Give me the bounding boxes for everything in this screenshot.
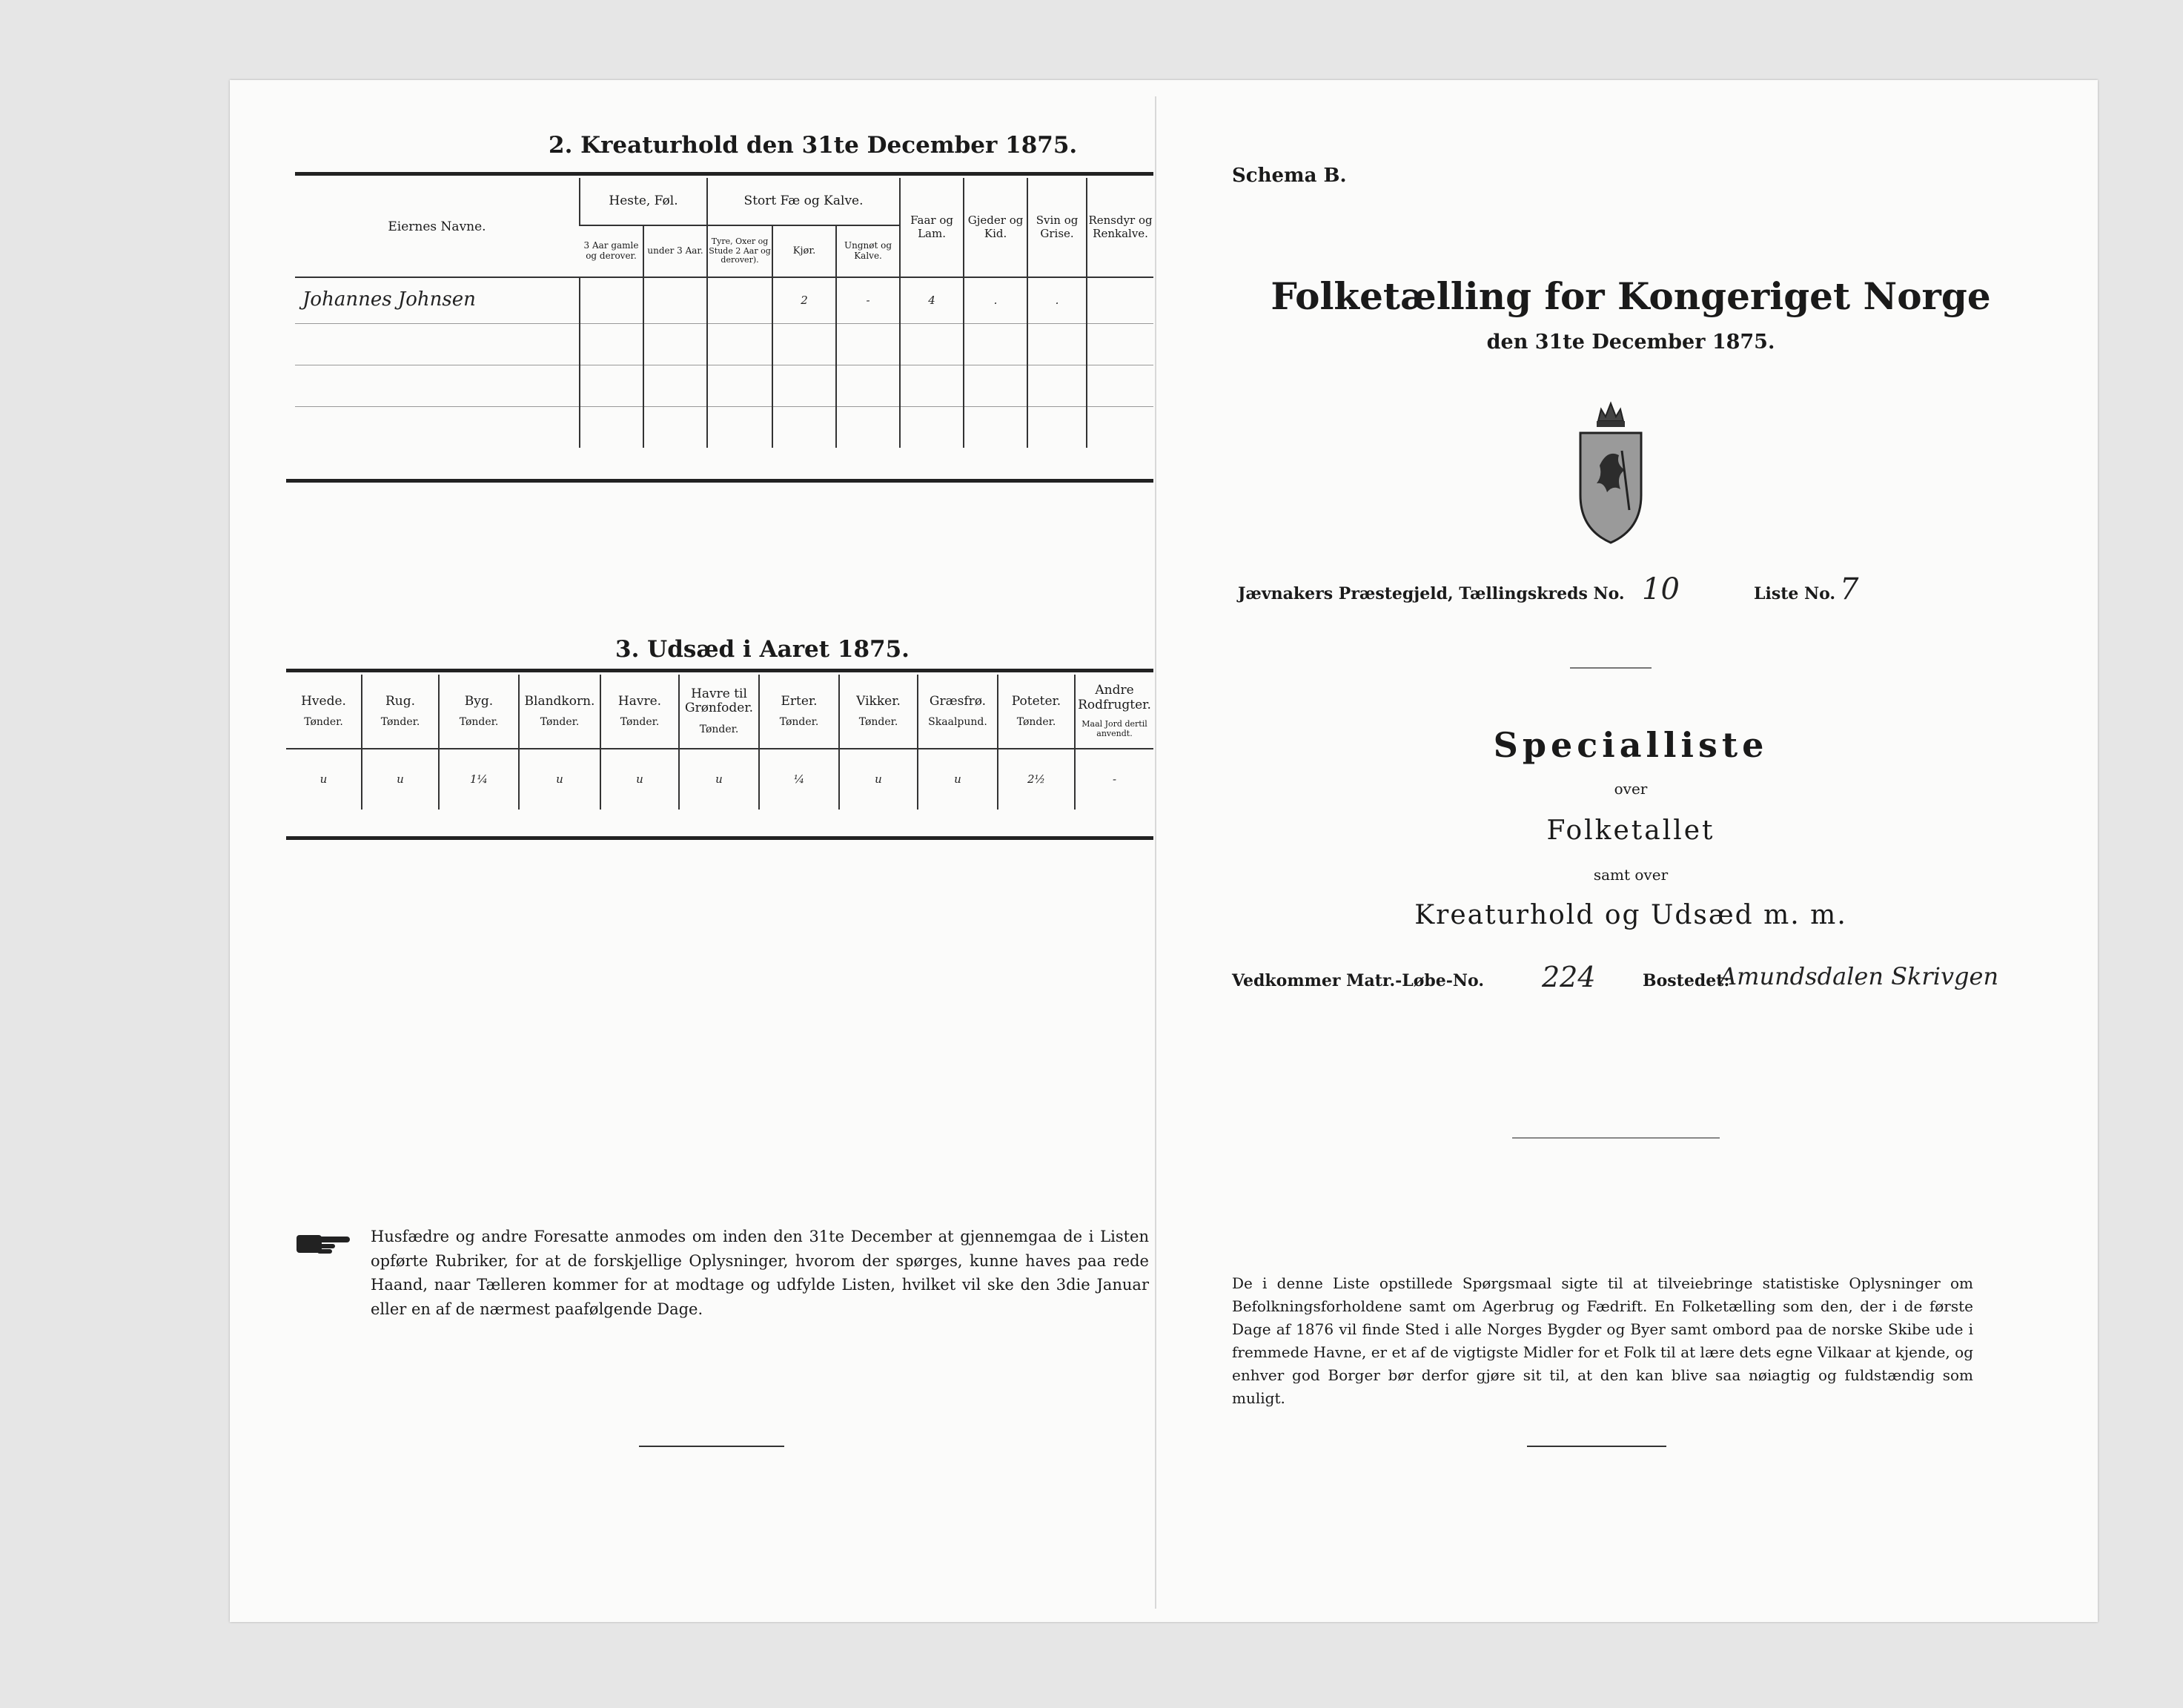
section2-top-rule (295, 172, 1153, 176)
rensdyr-header: Rensdyr og Renkalve. (1087, 178, 1153, 277)
seed-col-name: Erter. (781, 693, 818, 709)
seed-col-unit: Tønder. (540, 716, 580, 729)
faar-header: Faar og Lam. (900, 178, 964, 277)
seed-value-7: u (839, 749, 918, 810)
seed-header-4 (600, 675, 679, 749)
seed-header-10 (1075, 675, 1153, 749)
matr-label: Vedkommer Matr.-Løbe-No. (1232, 971, 1484, 990)
divider-1 (1570, 667, 1652, 669)
seed-value-10: - (1075, 749, 1153, 810)
seed-value-1: u (362, 749, 439, 810)
right-end-rule (1527, 1446, 1666, 1447)
kjoer-header: Kjør. (772, 225, 836, 277)
seed-header-8 (918, 675, 998, 749)
heste-3aar-header: 3 Aar gamle og derover. (583, 240, 639, 261)
seed-value-8: u (918, 749, 998, 810)
seed-header-5 (679, 675, 759, 749)
owner-name: Johannes Johnsen (302, 288, 476, 311)
owner-name-header: Eiernes Navne. (388, 219, 486, 234)
seed-header-1 (362, 675, 439, 749)
seed-col-name: Poteter. (1011, 693, 1061, 709)
seed-col-unit: Tønder. (304, 716, 343, 729)
gjeder-header: Gjeder og Kid. (964, 178, 1027, 277)
samt-over: samt over (1593, 866, 1669, 884)
seed-col-unit: Tønder. (459, 716, 499, 729)
seed-col-unit: Skaalpund. (928, 716, 987, 729)
gjeder-value: . (964, 277, 1027, 323)
svin-header: Svin og Grise. (1027, 178, 1087, 277)
seed-header-3 (519, 675, 600, 749)
notice-text: Husfædre og andre Foresatte anmodes om inden den 31te December at gjennemgaa de i Listen opførte Rubriker, for at de forskjellige Oplysninger, hvorom der spørges, kunne haves paa rede Haand, naar Tælleren kommer for at modtage og udfylde Listen, hvilket vil ske den 3die Januar eller en af de nærmest paafølgende Dage. (371, 1228, 1149, 1318)
seed-value-9: 2½ (998, 749, 1075, 810)
matr-no: 224 (1542, 961, 1596, 993)
census-date: den 31te December 1875. (1486, 331, 1775, 354)
tyre-header: Tyre, Oxer og Stude 2 Aar og derover). (707, 225, 772, 277)
section2-bottom-rule (286, 479, 1153, 483)
seed-col-name: Andre Rodfrugter. (1078, 683, 1151, 712)
over-1: over (1614, 780, 1648, 798)
seed-header-6 (759, 675, 839, 749)
seed-col-unit: Tønder. (620, 716, 660, 729)
seed-col-name: Blandkorn. (524, 693, 595, 709)
seed-col-name: Havre. (617, 693, 662, 709)
seed-col-name: Græsfrø. (929, 693, 987, 709)
seed-value-6: ¼ (759, 749, 839, 810)
svin-value: . (1027, 277, 1087, 323)
bostedet-label: Bostedet: (1643, 971, 1730, 990)
ungnot-header: Ungnøt og Kalve. (836, 225, 900, 277)
seed-col-name: Byg. (464, 693, 494, 709)
seed-header-2 (439, 675, 519, 749)
liste-label: Liste No. (1754, 584, 1836, 603)
seed-value-5: u (679, 749, 759, 810)
heste-under3-header: under 3 Aar. (643, 225, 707, 277)
faar-value: 4 (900, 277, 964, 323)
prestegjeld-label: Jævnakers Præstegjeld, Tællingskreds No. (1238, 584, 1625, 603)
seed-col-name: Havre til Grønfoder. (684, 686, 754, 716)
seed-col-unit: Tønder. (858, 716, 898, 729)
section3-heading: 3. Udsæd i Aaret 1875. (615, 636, 910, 663)
folketallet: Folketallet (1546, 815, 1715, 846)
seed-value-2: 1¼ (439, 749, 519, 810)
seed-value-3: u (519, 749, 600, 810)
seed-col-name: Rug. (385, 693, 416, 709)
stortfae-group-header: Stort Fæ og Kalve. (707, 178, 900, 225)
section3-bottom-rule (286, 836, 1153, 840)
divider-2 (1512, 1137, 1720, 1139)
schema-label: Schema B. (1232, 165, 1347, 187)
seed-col-name: Vikker. (856, 693, 901, 709)
bostedet-value: Amundsdalen Skrivgen (1720, 962, 1999, 990)
seed-header-9 (998, 675, 1075, 749)
tellingskreds-no: 10 (1642, 572, 1680, 606)
seed-col-unit: Maal Jord dertil anvendt. (1081, 719, 1147, 739)
seed-value-0: u (319, 772, 328, 786)
liste-no: 7 (1840, 572, 1859, 606)
page-fold (1155, 96, 1156, 1609)
seed-col-name: Hvede. (301, 693, 346, 709)
ungnot-value: - (836, 277, 900, 323)
seed-header-7 (839, 675, 918, 749)
heste-group-header: Heste, Føl. (580, 178, 707, 225)
census-title: Folketælling for Kongeriget Norge (1271, 274, 1991, 318)
seed-table (286, 675, 1153, 810)
seed-col-unit: Tønder. (1016, 716, 1056, 729)
seed-header-0 (286, 675, 362, 749)
kjoer-value: 2 (772, 277, 836, 323)
seed-col-unit: Tønder. (699, 724, 739, 735)
seed-value-4: u (600, 749, 679, 810)
seed-col-unit: Tønder. (380, 716, 420, 729)
pointing-hand-icon (295, 1229, 354, 1257)
livestock-table (295, 178, 1153, 448)
section3-top-rule (286, 669, 1153, 672)
footnote-text: De i denne Liste opstillede Spørgsmaal sigte til at tilveiebringe statistiske Oplysninger om Befolkningsforholdene samt om Agerbrug og Fædrift. En Folketælling som den, der i de første Dage af 1876 vil finde Sted i alle Norges Bygder og Byer samt ombord paa de norske Skibe ude i fremmede Havne, er et af de vigtigste Midler for et Folk til at lære dets egne Vilkaar at kjende, og enhver god Borger bør derfor gjøre sit til, at den kan blive saa nøiagtig og fuldstændig som muligt. (1232, 1274, 1973, 1407)
section2-heading: 2. Kreaturhold den 31te December 1875. (549, 132, 1078, 159)
kreaturhold-title: Kreaturhold og Udsæd m. m. (1414, 900, 1847, 930)
coat-of-arms-icon (1570, 399, 1652, 547)
specialliste-title: Specialliste (1493, 725, 1769, 765)
seed-col-unit: Tønder. (779, 716, 819, 729)
left-end-rule (639, 1446, 784, 1447)
